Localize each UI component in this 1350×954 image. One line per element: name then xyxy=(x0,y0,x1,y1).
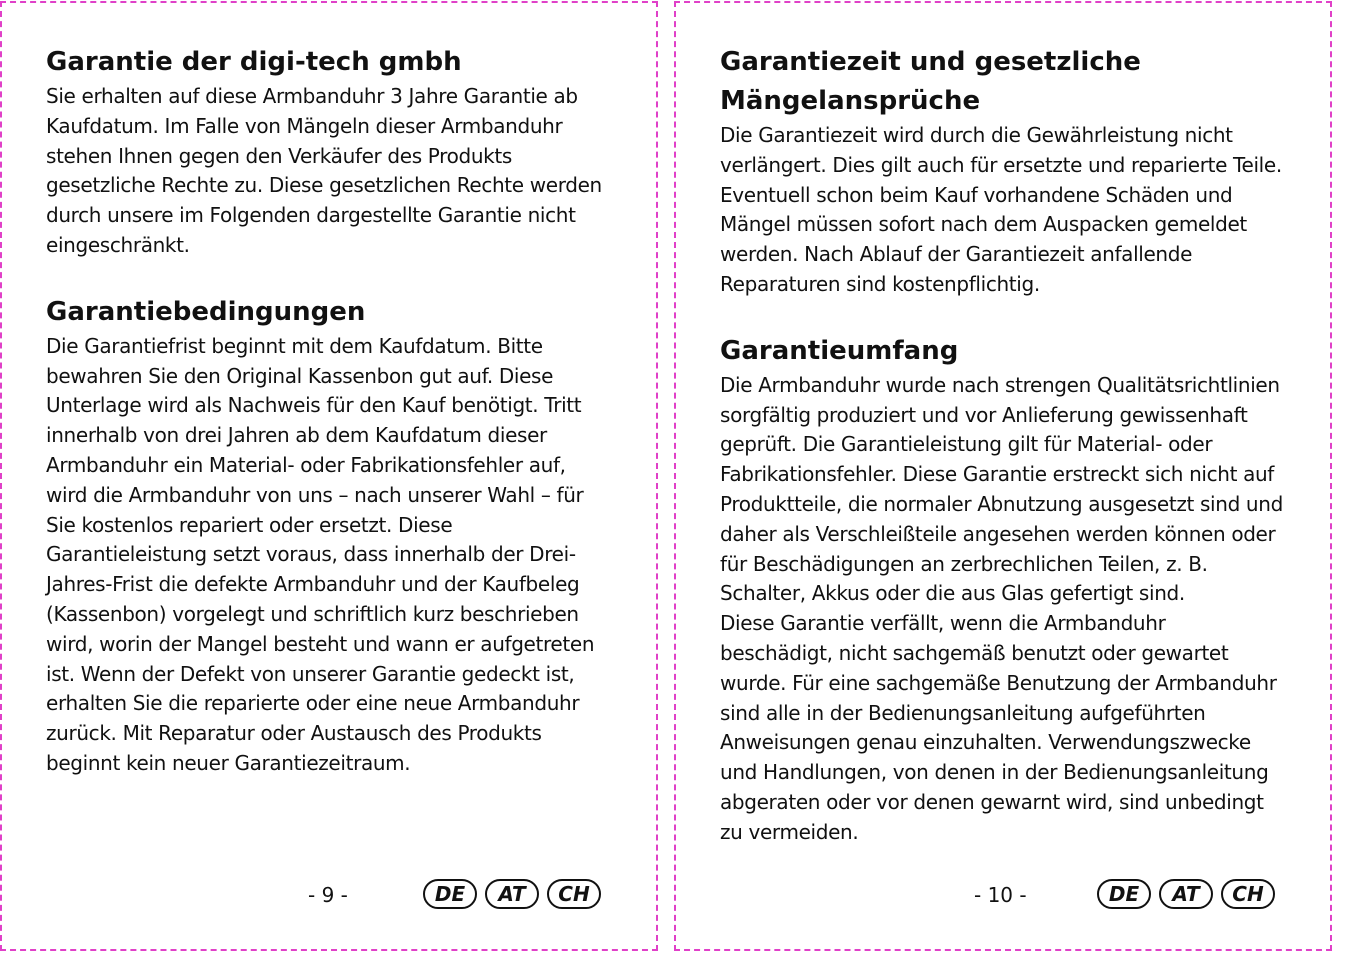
section-heading: Garantiezeit und gesetzliche Mängelansprüche xyxy=(720,47,1141,116)
page-footer xyxy=(676,879,1330,915)
country-badges xyxy=(1097,879,1275,909)
country-badge-at: AT xyxy=(485,879,539,909)
section-body: Die Garantiefrist beginnt mit dem Kaufdatum. Bitte bewahren Sie den Original Kassenbon gut auf. Diese Unterlage wird als Nachweis für den Kauf benötigt. Tritt innerhalb von drei Jahren ab dem Kaufdatum dieser Armbanduhr ein Material- oder Fabrikationsfehler auf, wird die Armbanduhr von uns – nach unserer Wahl – für Sie kostenlos repariert oder ersetzt. Diese Garantieleistung setzt voraus, dass innerhalb der Drei- Jahres-Frist die defekte Armbanduhr und der Kaufbeleg (Kassenbon) vorgelegt und schriftlich kurz beschrieben wird, worin der Mangel besteht und wann er aufgetreten ist. Wenn der Defekt von unserer Garantie gedeckt ist, erhalten Sie die reparierte oder eine neue Armbanduhr zurück. Mit Reparatur oder Austausch des Produkts beginnt kein neuer Garantiezeitraum. xyxy=(46,333,595,775)
section-heading: Garantie der digi-tech gmbh xyxy=(46,47,462,77)
page-footer xyxy=(2,879,656,915)
section-heading: Garantieumfang xyxy=(720,335,959,366)
page-number: - 9 - xyxy=(308,883,348,907)
section-gap xyxy=(46,261,646,293)
country-badge-at: AT xyxy=(1159,879,1213,909)
country-badge-ch: CH xyxy=(547,879,601,909)
page-content xyxy=(720,43,1320,848)
section-heading: Garantiebedingungen xyxy=(46,296,366,327)
country-badge-de: DE xyxy=(423,879,477,909)
page-content xyxy=(46,43,646,779)
page-right xyxy=(674,1,1332,951)
section-gap xyxy=(720,300,1320,332)
section-body: Die Armbanduhr wurde nach strengen Qualitätsrichtlinien sorgfältig produziert und vor Anlieferung gewissenhaft geprüft. Die Garantieleistung gilt für Material- oder Fabrikationsfehler. Diese Garantie erstreckt sich nicht auf Produktteile, die normaler Abnutzung ausgesetzt sind und daher als Verschleißteile angesehen werden können oder für Beschädigungen an zerbrechlichen Teilen, z. B. Schalter, Akkus oder die aus Glas gefertigt sind. Diese Garantie verfällt, wenn die Armbanduhr beschädigt, nicht sachgemäß benutzt oder gewartet wurde. Für eine sachgemäße Benutzung der Armbanduhr sind alle in der Bedienungsanleitung aufgeführten Anweisungen genau einzuhalten. Verwendungszwecke und Handlungen, von denen in der Bedienungsanleitung abgeraten oder vor denen gewarnt wird, sind unbedingt zu vermeiden. xyxy=(720,372,1283,844)
country-badge-ch: CH xyxy=(1221,879,1275,909)
country-badges xyxy=(423,879,601,909)
country-badge-de: DE xyxy=(1097,879,1151,909)
section-body: Sie erhalten auf diese Armbanduhr 3 Jahre Garantie ab Kaufdatum. Im Falle von Mängeln dieser Armbanduhr stehen Ihnen gegen den Verkäufer des Produkts gesetzliche Rechte zu. Diese gesetzlichen Rechte werden durch unsere im Folgenden dargestellte Garantie nicht eingeschränkt. xyxy=(46,84,602,257)
page-left xyxy=(0,1,658,951)
page-number: - 10 - xyxy=(974,883,1027,907)
section-body: Die Garantiezeit wird durch die Gewährleistung nicht verlängert. Dies gilt auch für ersetzte und reparierte Teile. Eventuell schon beim Kauf vorhandene Schäden und Mängel müssen sofort nach dem Auspacken gemeldet werden. Nach Ablauf der Garantiezeit anfallende Reparaturen sind kostenpflichtig. xyxy=(720,123,1282,296)
